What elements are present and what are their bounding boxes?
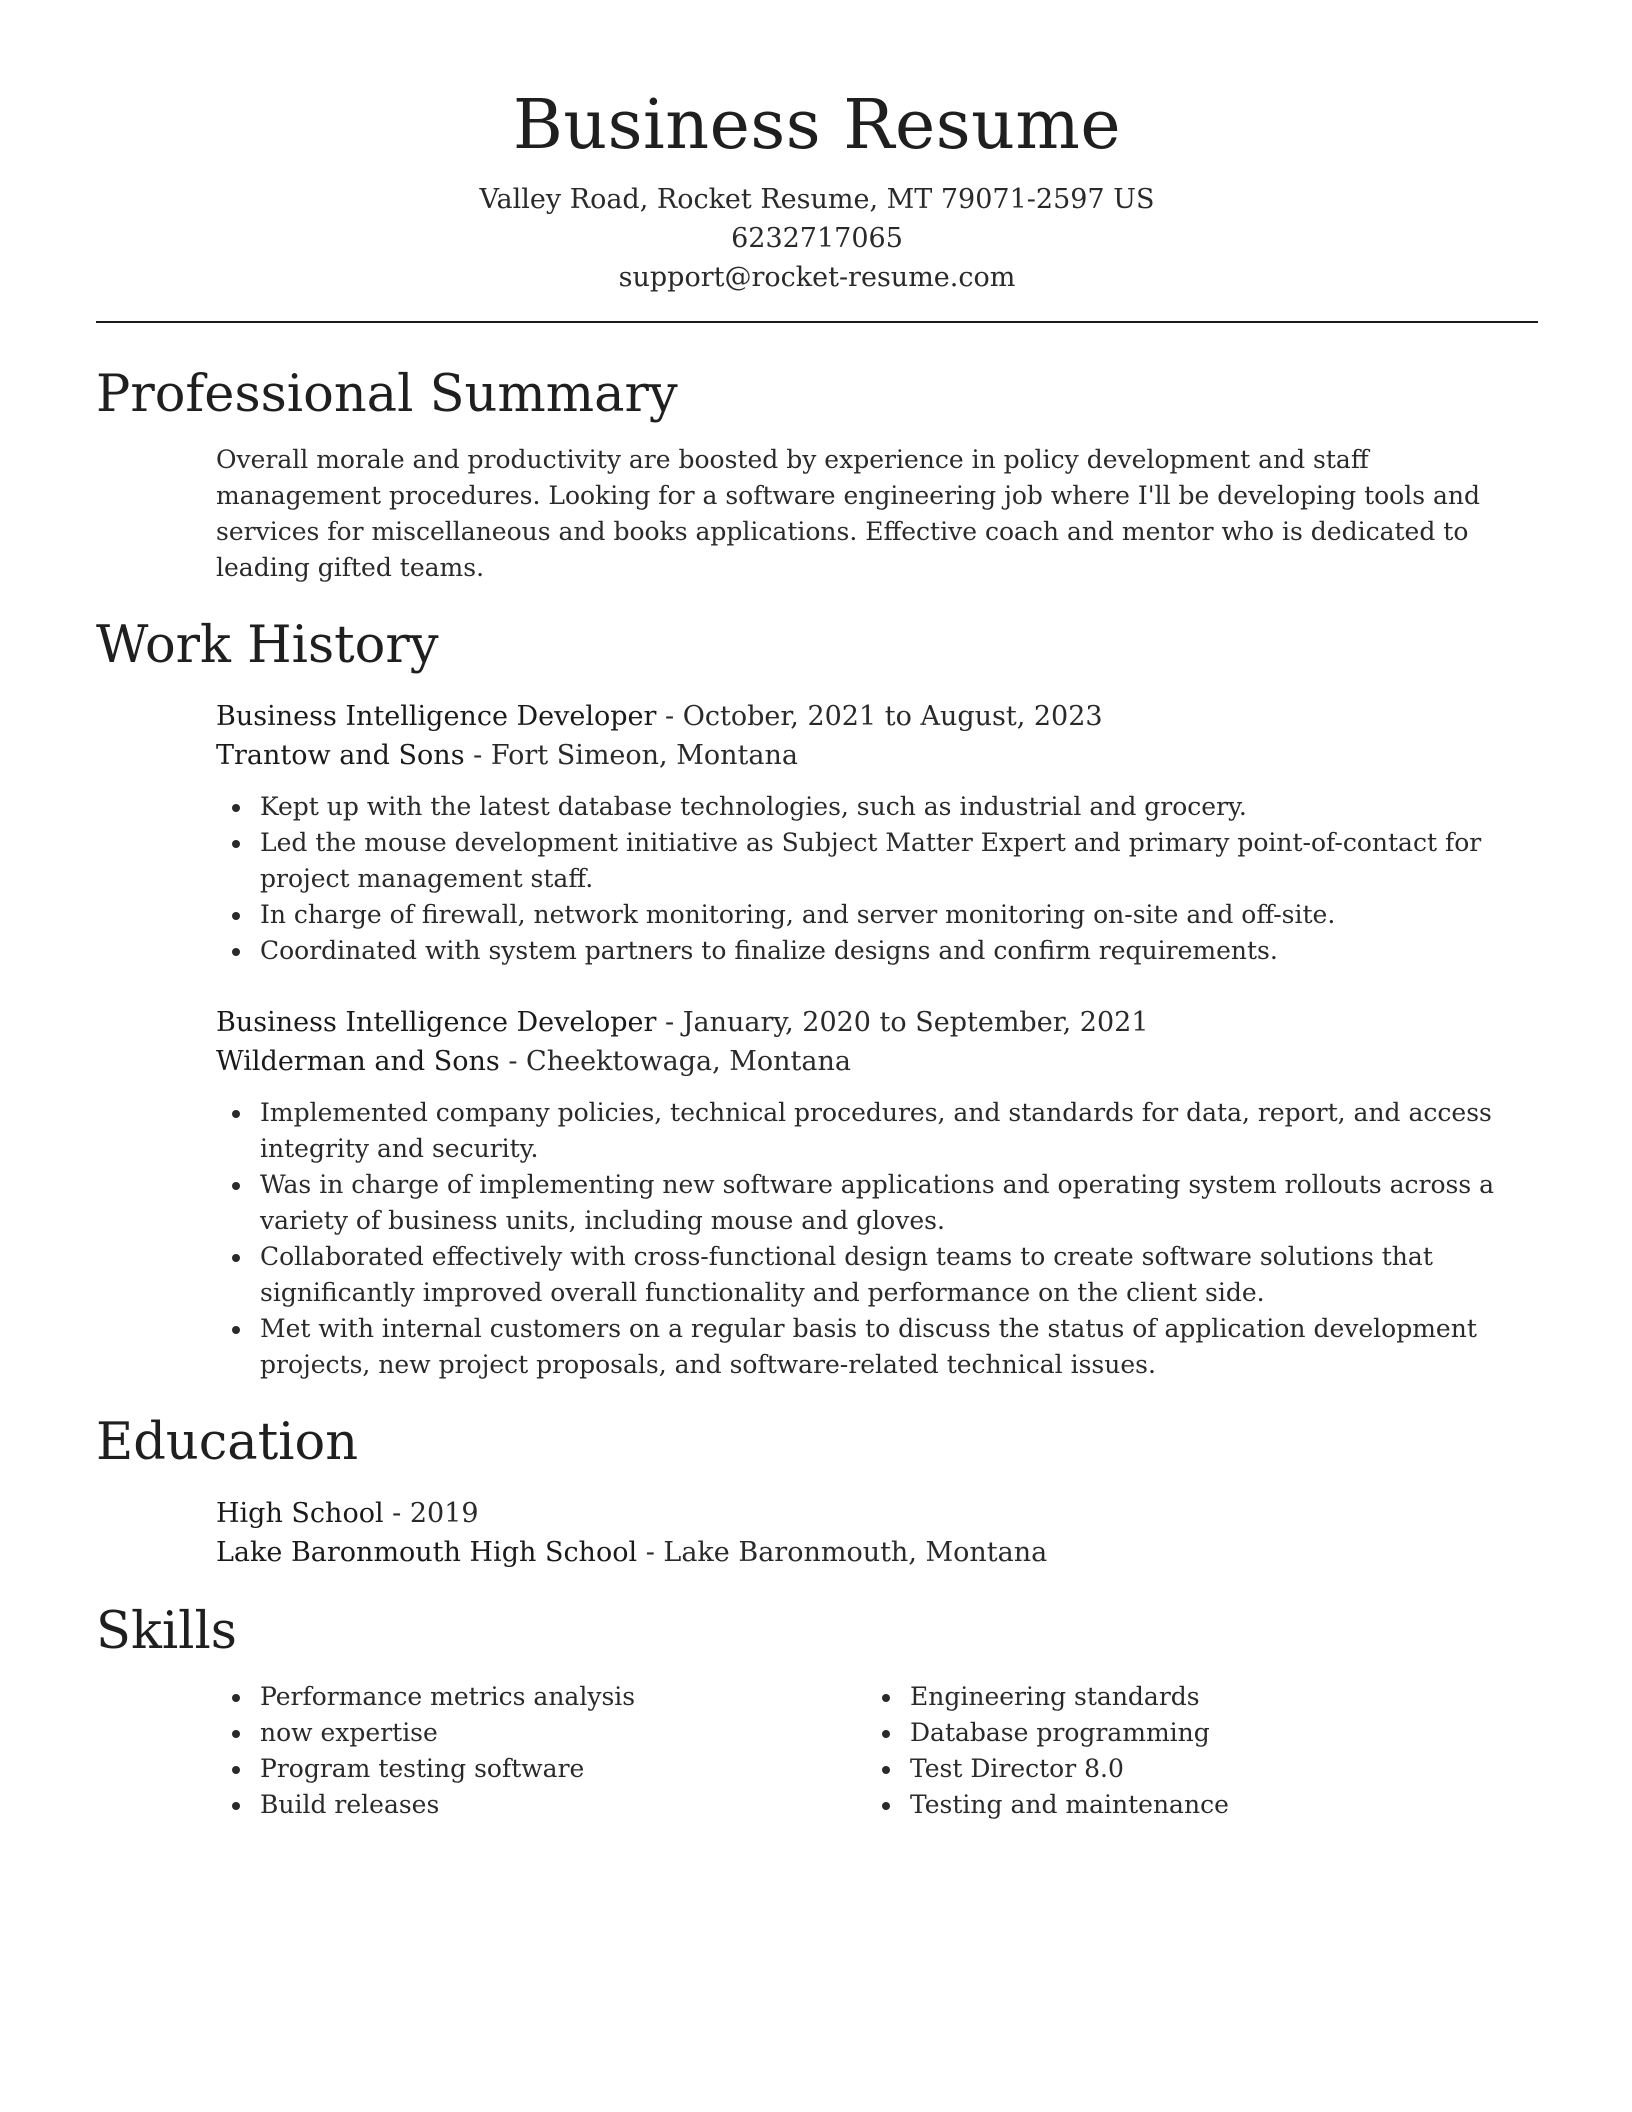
skills-column-left bbox=[216, 1679, 866, 1823]
skill-item: Build releases bbox=[216, 1787, 866, 1823]
education-entry bbox=[216, 1494, 1538, 1572]
job-title-line bbox=[216, 1003, 1538, 1042]
job-dates: - January, 2020 to September, 2021 bbox=[656, 1007, 1149, 1038]
education-school: Lake Baronmouth High School bbox=[216, 1537, 638, 1568]
skill-item: Engineering standards bbox=[866, 1679, 1516, 1715]
education-year: - 2019 bbox=[383, 1498, 479, 1529]
resume-page bbox=[96, 0, 1538, 1823]
section-heading-skills: Skills bbox=[96, 1602, 237, 1661]
skills-grid bbox=[216, 1679, 1538, 1823]
skill-item: Testing and maintenance bbox=[866, 1787, 1516, 1823]
job-entry bbox=[216, 697, 1538, 969]
summary-text: Overall morale and productivity are boosted by experience in policy development and staff management procedures. Looking for a software engineering job where I'll be developing tools and services for miscellaneous and books applications. Effective coach and mentor who is dedicated to leading gifted teams. bbox=[216, 445, 1481, 582]
skill-item: Performance metrics analysis bbox=[216, 1679, 866, 1715]
job-company-line bbox=[216, 736, 1538, 775]
job-bullet: Implemented company policies, technical procedures, and standards for data, report, and access integrity and security. bbox=[216, 1095, 1538, 1167]
education-school-line bbox=[216, 1533, 1538, 1572]
education-degree: High School bbox=[216, 1498, 384, 1529]
job-location: - Fort Simeon, Montana bbox=[464, 740, 798, 771]
job-company-line bbox=[216, 1042, 1538, 1081]
job-bullet: Collaborated effectively with cross-functional design teams to create software solutions that significantly improved overall functionality and performance on the client side. bbox=[216, 1239, 1538, 1311]
skills-list bbox=[216, 1679, 866, 1823]
education-degree-line bbox=[216, 1494, 1538, 1533]
job-location: - Cheektowaga, Montana bbox=[499, 1046, 851, 1077]
resume-title: Business Resume bbox=[512, 86, 1122, 165]
section-heading-summary: Professional Summary bbox=[96, 365, 678, 424]
section-heading-education: Education bbox=[96, 1413, 359, 1472]
job-bullet: In charge of firewall, network monitoring, and server monitoring on-site and off-site. bbox=[216, 897, 1538, 933]
job-bullet: Met with internal customers on a regular basis to discuss the status of application development projects, new project proposals, and software-related technical issues. bbox=[216, 1311, 1538, 1383]
skills-column-right bbox=[866, 1679, 1516, 1823]
skills-list bbox=[866, 1679, 1516, 1823]
contact-address: Valley Road, Rocket Resume, MT 79071-2597 US bbox=[479, 184, 1155, 215]
job-dates: - October, 2021 to August, 2023 bbox=[656, 701, 1103, 732]
job-entry bbox=[216, 1003, 1538, 1383]
skill-item: now expertise bbox=[216, 1715, 866, 1751]
contact-email: support@rocket-resume.com bbox=[618, 262, 1016, 293]
skill-item: Database programming bbox=[866, 1715, 1516, 1751]
job-bullets bbox=[216, 1095, 1538, 1383]
job-bullet: Was in charge of implementing new software applications and operating system rollouts across a variety of business units, including mouse and gloves. bbox=[216, 1167, 1538, 1239]
job-bullet: Led the mouse development initiative as Subject Matter Expert and primary point-of-contact for project management staff. bbox=[216, 825, 1538, 897]
education-location: - Lake Baronmouth, Montana bbox=[637, 1537, 1048, 1568]
header-divider bbox=[96, 321, 1538, 323]
job-bullet: Coordinated with system partners to finalize designs and confirm requirements. bbox=[216, 933, 1538, 969]
skill-item: Test Director 8.0 bbox=[866, 1751, 1516, 1787]
work-history-list bbox=[216, 697, 1538, 1383]
job-bullet: Kept up with the latest database technologies, such as industrial and grocery. bbox=[216, 789, 1538, 825]
job-company: Wilderman and Sons bbox=[216, 1046, 500, 1077]
job-title-line bbox=[216, 697, 1538, 736]
section-heading-work-history: Work History bbox=[96, 616, 439, 675]
contact-block bbox=[96, 180, 1538, 297]
job-bullets bbox=[216, 789, 1538, 969]
contact-phone: 6232717065 bbox=[731, 223, 903, 254]
job-title: Business Intelligence Developer bbox=[216, 701, 657, 732]
job-title: Business Intelligence Developer bbox=[216, 1007, 657, 1038]
skill-item: Program testing software bbox=[216, 1751, 866, 1787]
job-company: Trantow and Sons bbox=[216, 740, 465, 771]
